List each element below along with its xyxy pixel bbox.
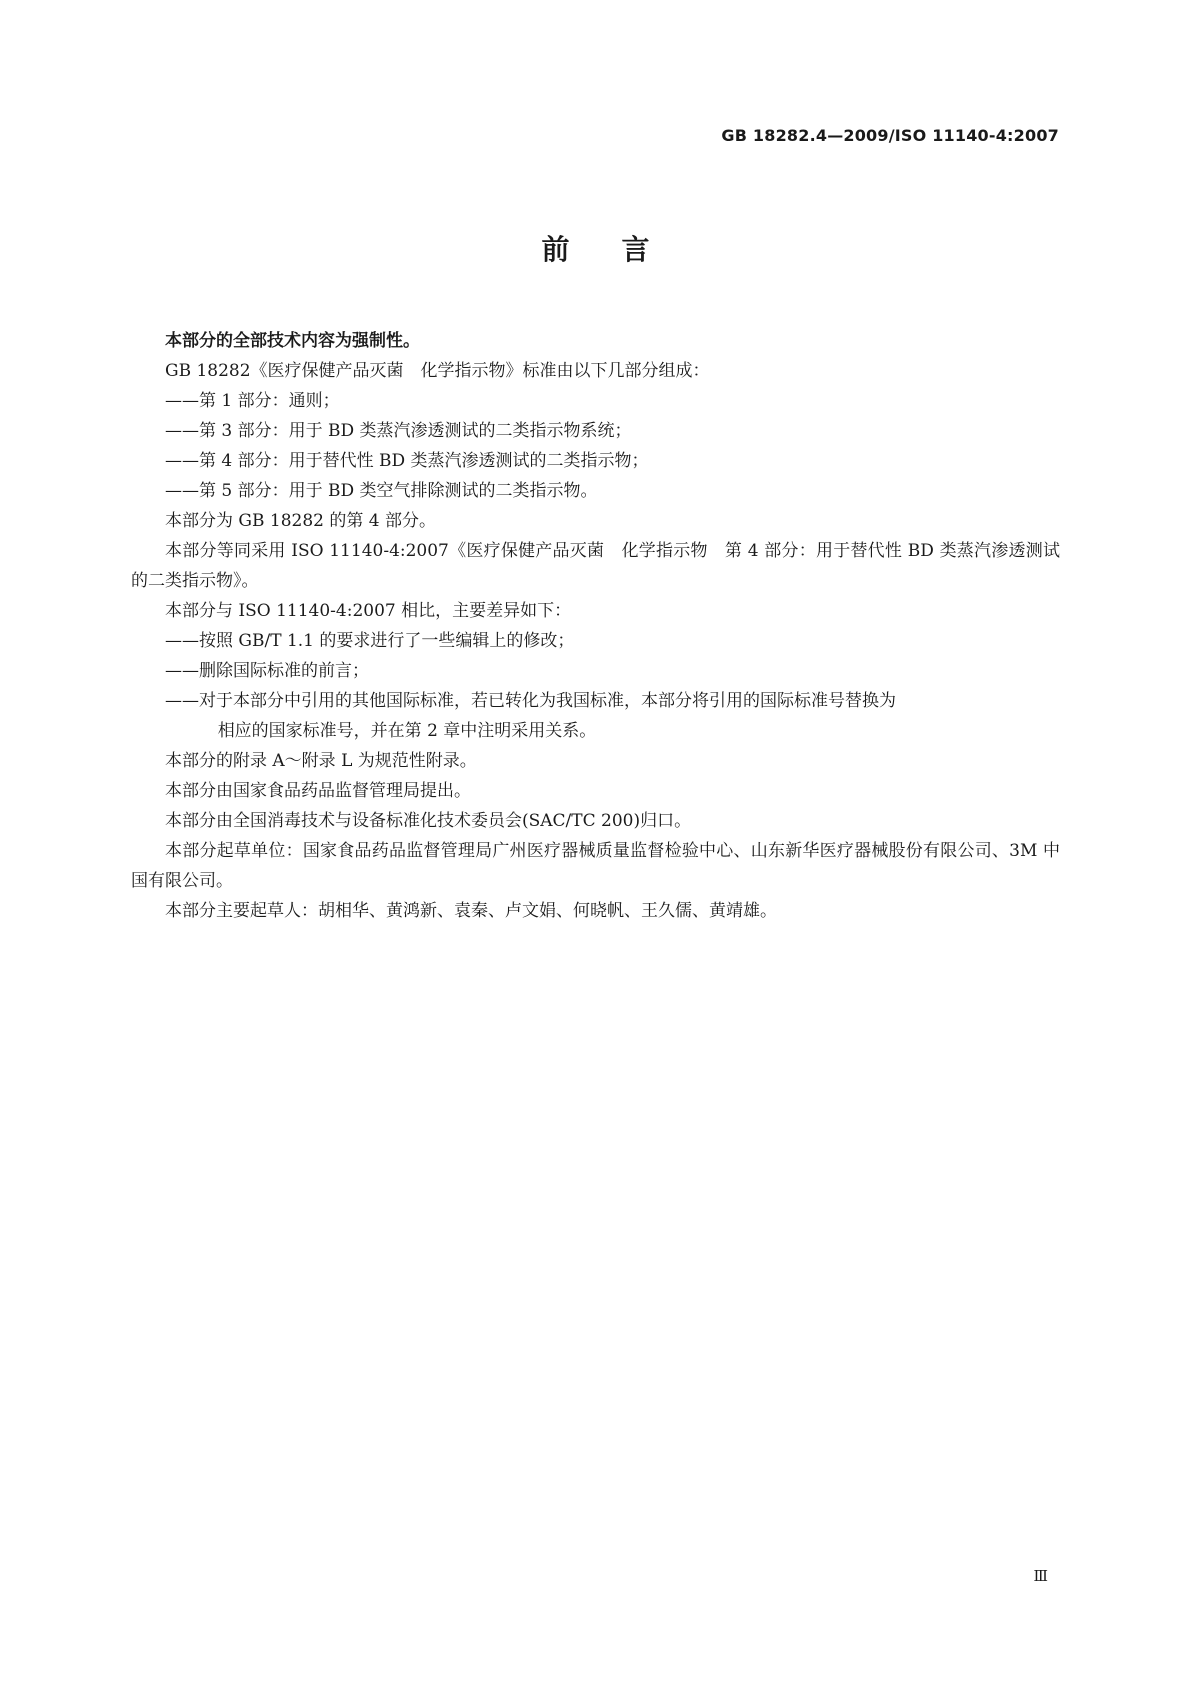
- paragraph-annexes: 本部分的附录 A～附录 L 为规范性附录。: [165, 751, 477, 771]
- list-item-difference-2: ——删除国际标准的前言；: [165, 661, 369, 681]
- document-body: [131, 326, 1060, 926]
- paragraph-mandatory: 本部分的全部技术内容为强制性。: [165, 331, 420, 351]
- list-item-part-4: ——第 4 部分：用于替代性 BD 类蒸汽渗透测试的二类指示物；: [165, 451, 649, 471]
- paragraph-differences-intro: 本部分与 ISO 11140-4:2007 相比，主要差异如下：: [165, 601, 572, 621]
- list-item-part-3: ——第 3 部分：用于 BD 类蒸汽渗透测试的二类指示物系统；: [165, 421, 632, 441]
- paragraph-proposed-by: 本部分由国家食品药品监督管理局提出。: [165, 781, 471, 801]
- list-item-difference-3-continued: 相应的国家标准号，并在第 2 章中注明采用关系。: [217, 721, 597, 741]
- paragraph-parts-intro: GB 18282《医疗保健产品灭菌 化学指示物》标准由以下几部分组成：: [165, 361, 710, 381]
- page-title: 前言: [541, 233, 702, 266]
- paragraph-drafting-units: 本部分起草单位：国家食品药品监督管理局广州医疗器械质量监督检验中心、山东新华医疗器械股份有限公司、3M 中国有限公司。: [131, 841, 1060, 891]
- list-item-part-1: ——第 1 部分：通则；: [165, 391, 340, 411]
- paragraph-centralized-by: 本部分由全国消毒技术与设备标准化技术委员会(SAC/TC 200)归口。: [165, 811, 692, 831]
- paragraph-part-number: 本部分为 GB 18282 的第 4 部分。: [165, 511, 436, 531]
- list-item-difference-3: ——对于本部分中引用的其他国际标准，若已转化为我国标准，本部分将引用的国际标准号替换为: [165, 691, 896, 711]
- paragraph-drafters: 本部分主要起草人：胡相华、黄鸿新、袁秦、卢文娟、何晓帆、王久儒、黄靖雄。: [165, 901, 777, 921]
- standard-number: GB 18282.4—2009/ISO 11140-4:2007: [721, 126, 1059, 145]
- list-item-part-5: ——第 5 部分：用于 BD 类空气排除测试的二类指示物。: [165, 481, 598, 501]
- list-item-difference-1: ——按照 GB/T 1.1 的要求进行了一些编辑上的修改；: [165, 631, 575, 651]
- paragraph-adoption: 本部分等同采用 ISO 11140-4:2007《医疗保健产品灭菌 化学指示物 第 4 部分：用于替代性 BD 类蒸汽渗透测试的二类指示物》。: [131, 541, 1060, 591]
- page-number: Ⅲ: [1033, 1567, 1048, 1585]
